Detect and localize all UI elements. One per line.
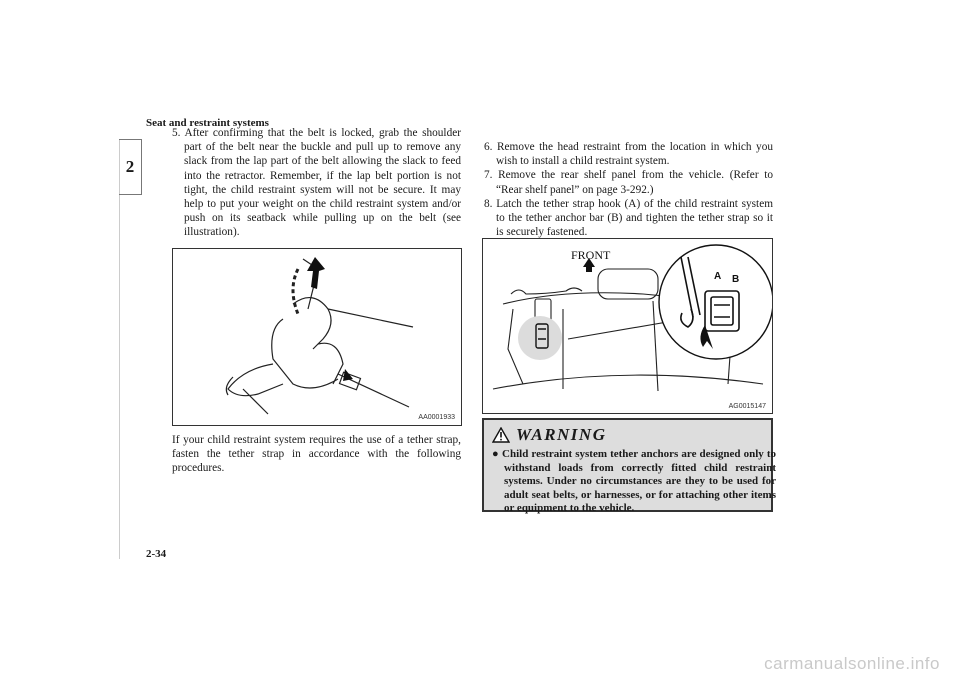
illustration-tether-anchor <box>482 238 773 414</box>
step-8-text: 8. Latch the tether strap hook (A) of the child restraint system to the tether anchor bar (B) and tighten the tether strap so it is securely fastened. <box>484 197 773 239</box>
illustration-belt-tightening <box>172 248 462 426</box>
warning-text: ● Child restraint system tether anchors are designed only to withstand loads from correctly fitted child restraint systems. Under no circumstances are they to be used for adult seat belts, or harnesses, or for attaching other items or equipment to the vehicle. <box>492 448 776 515</box>
label-b: B <box>732 274 740 285</box>
tether-note-text: If your child restraint system requires the use of a tether strap, fasten the tether strap in accordance with the following procedures. <box>172 434 461 475</box>
belt-tightening-drawing <box>173 249 461 425</box>
warning-box <box>482 418 776 515</box>
steps-6-8-block <box>484 140 773 239</box>
label-a: A <box>714 271 722 282</box>
step-6-text: 6. Remove the head restraint from the location in which you wish to install a child restraint system. <box>484 141 773 168</box>
step-5-text: 5. After confirming that the belt is locked, grab the shoulder part of the belt near the buckle and pull up to remove any slack from the lap part of the belt allowing the slack to feed into the retractor. Remember, if the lap belt portion is not tight, the child restraint system will not be secure. It may help to put your weight on the child restraint system and/or push on its seatback while pulling up on the belt (see illustration). <box>172 127 461 239</box>
section-title: Seat and restraint systems <box>146 117 269 129</box>
tether-note <box>172 433 461 476</box>
front-label: FRONT <box>571 248 611 262</box>
step-5-block <box>172 126 461 240</box>
tether-anchor-drawing <box>483 239 772 413</box>
figure-code: AA0001933 <box>418 414 455 421</box>
warning-title: WARNING <box>516 425 607 444</box>
step-7-text: 7. Remove the rear shelf panel from the vehicle. (Refer to “Rear shelf panel” on page 3-292.) <box>484 169 773 196</box>
page-number: 2-34 <box>146 548 167 560</box>
chapter-divider-line <box>119 139 120 559</box>
figure-code-2: AG0015147 <box>728 403 766 410</box>
warning-triangle-icon <box>492 427 510 443</box>
watermark: carmanualsonline.info <box>764 654 940 673</box>
chapter-tab: 2 <box>119 139 142 195</box>
warning-header <box>492 425 606 445</box>
